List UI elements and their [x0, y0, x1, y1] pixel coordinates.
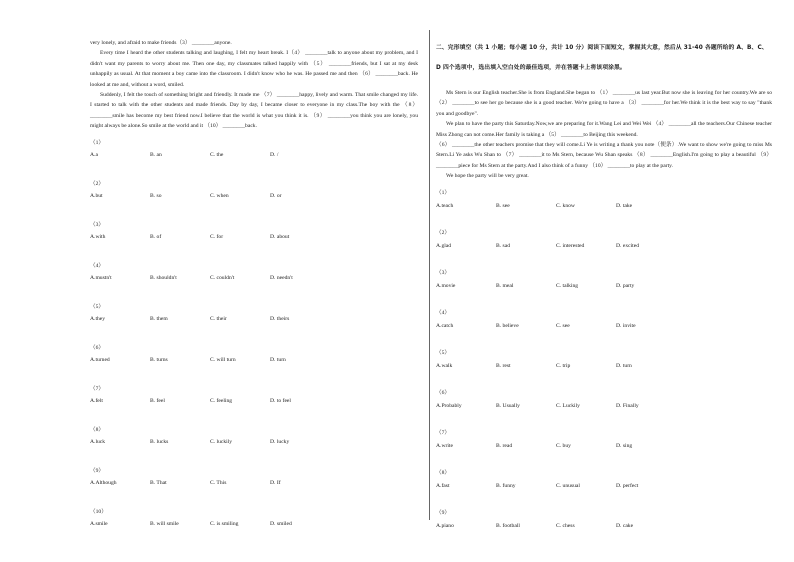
question-item — [436, 308, 772, 343]
question-item — [436, 428, 772, 463]
question-number: （4） — [90, 262, 104, 269]
left-passage-paragraph: Every time I heard the other students talking and laughing, I felt my heart break. I（4） ________talk to anyone about my problem, and I didn't want my parents to worry about me. Then one day, my classmates talked happily with （5） ________friends, but I sat at my desk unhappily as usual. At that moment a boy came into the classroom. I didn't know who he was. He passed me and then （6） ________back. He looked at me and, without a word, smiled. — [90, 50, 418, 88]
answer-option[interactable]: B. That — [150, 479, 167, 486]
answer-options — [436, 521, 772, 531]
answer-options — [90, 355, 418, 365]
answer-option[interactable]: C. buy — [556, 442, 571, 449]
answer-option[interactable]: D. perfect — [616, 482, 639, 489]
answer-option[interactable]: B. shouldn't — [150, 274, 177, 281]
answer-option[interactable]: D. take — [616, 202, 633, 209]
answer-option[interactable]: D. theirs — [270, 315, 290, 322]
right-passage-paragraph: We hope the party will be very great. — [446, 173, 529, 180]
answer-options — [436, 361, 772, 371]
question-number: （6） — [90, 344, 104, 351]
left-passage-line: very lonely, and afraid to make friends（3） ________anyone. — [90, 40, 232, 46]
answer-option[interactable]: C. Luckily — [556, 402, 580, 409]
left-column — [90, 38, 418, 542]
answer-option[interactable]: D. turn — [616, 362, 632, 369]
question-item — [436, 508, 772, 543]
answer-option[interactable]: B. so — [150, 192, 162, 199]
answer-option[interactable]: A.glad — [436, 242, 452, 249]
answer-option[interactable]: D. If — [270, 479, 281, 486]
answer-option[interactable]: B. see — [496, 202, 510, 209]
question-item — [90, 179, 418, 214]
question-item — [90, 507, 418, 542]
answer-options — [436, 241, 772, 251]
question-number: （8） — [90, 426, 104, 433]
answer-options — [90, 314, 418, 324]
answer-option[interactable]: C. couldn't — [210, 274, 235, 281]
answer-option[interactable]: B. rest — [496, 362, 511, 369]
question-number: （3） — [90, 221, 104, 228]
answer-option[interactable]: B. will smile — [150, 520, 179, 527]
answer-option[interactable]: A.catch — [436, 322, 454, 329]
question-item — [436, 388, 772, 423]
answer-option[interactable]: A.teach — [436, 202, 454, 209]
answer-option[interactable]: A.they — [90, 315, 106, 322]
question-number: （5） — [436, 349, 450, 356]
answer-option[interactable]: A.Probably — [436, 402, 462, 409]
answer-option[interactable]: C. luckily — [210, 438, 233, 445]
answer-option[interactable]: B. turns — [150, 356, 168, 363]
answer-option[interactable]: B. sad — [496, 242, 510, 249]
answer-option[interactable]: B. lucks — [150, 438, 169, 445]
question-item — [90, 138, 418, 173]
answer-option[interactable]: D. excited — [616, 242, 639, 249]
question-item — [90, 425, 418, 460]
question-number: （8） — [436, 469, 450, 476]
question-item — [436, 228, 772, 263]
answer-option[interactable]: A.felt — [90, 397, 103, 404]
question-item — [90, 466, 418, 501]
answer-option[interactable]: D. or — [270, 192, 282, 199]
question-number: （7） — [436, 429, 450, 436]
answer-option[interactable]: D. sing — [616, 442, 633, 449]
answer-options — [90, 191, 418, 201]
answer-option[interactable]: A.smile — [90, 520, 108, 527]
left-passage-paragraph: Suddenly, I felt the touch of something bright and friendly. It made me （7） ________happy, lively and warm. That smile changed my life. I started to talk with the other students and made friends. Day by day, I became closer to everyone in my class.The boy with the （8） ________smile has become my best friend now.I believe that the world is what you think it is. （9） ________you think you are lonely, you might always be alone.So smile at the world and it （10） ________back. — [90, 92, 418, 130]
question-number: （7） — [90, 385, 104, 392]
left-question-list — [90, 138, 418, 542]
answer-option[interactable]: D. party — [616, 282, 635, 289]
question-number: （5） — [90, 303, 104, 310]
question-number: （1） — [90, 139, 104, 146]
answer-option[interactable]: A.Although — [90, 479, 117, 486]
answer-option[interactable]: C. their — [210, 315, 227, 322]
answer-option[interactable]: C. interested — [556, 242, 585, 249]
answer-option[interactable]: C. the — [210, 151, 224, 158]
answer-option[interactable]: D. lucky — [270, 438, 290, 445]
answer-options — [436, 281, 772, 291]
answer-options — [436, 201, 772, 211]
section-heading: 二、完形填空（共 1 小题；每小题 10 分，共计 10 分）阅读下面短文，掌握其大意，然后从 31-40 各题所给的 A、B、C、D 四个选项中，选出填入空白处的最佳选项，并在答题卡上将该项涂黑。 — [436, 45, 768, 71]
answer-option[interactable]: B. believe — [496, 322, 519, 329]
column-divider — [429, 30, 430, 520]
right-column — [436, 38, 772, 543]
question-item — [90, 343, 418, 378]
question-item — [90, 384, 418, 419]
answer-options — [90, 519, 418, 529]
answer-option[interactable]: A.with — [90, 233, 106, 240]
answer-option[interactable]: A.write — [436, 442, 453, 449]
answer-option[interactable]: B. football — [496, 522, 520, 529]
answer-option[interactable]: A.walk — [436, 362, 453, 369]
answer-option[interactable]: A.but — [90, 192, 103, 199]
answer-option[interactable]: D. invite — [616, 322, 636, 329]
question-number: （3） — [436, 269, 450, 276]
answer-option[interactable]: A.luck — [90, 438, 106, 445]
answer-option[interactable]: C. This — [210, 479, 227, 486]
answer-options — [90, 437, 418, 447]
answer-option[interactable]: A.fast — [436, 482, 450, 489]
right-passage-paragraph: （6） ________the other teachers promise that they will come.Li Ye is writing a thank you note（便条）.We want to show we're going to miss Ms Stern.Li Ye asks Wu Shan to （7） ________it to Ms Stern, because Wu Shan speaks （8） ________English.I'm going to play a beautiful （9） ________piece for Ms Stern at the party.And I also think of a funny （10） ________to play at the party. — [436, 142, 772, 169]
answer-option[interactable]: B. feel — [150, 397, 165, 404]
question-item — [90, 302, 418, 337]
answer-option[interactable]: B. meal — [496, 282, 514, 289]
answer-option[interactable]: C. when — [210, 192, 229, 199]
right-passage — [436, 88, 772, 182]
answer-option[interactable]: A.movie — [436, 282, 456, 289]
question-item — [90, 220, 418, 255]
answer-option[interactable]: D. cake — [616, 522, 634, 529]
answer-options — [90, 273, 418, 283]
question-number: （6） — [436, 389, 450, 396]
answer-option[interactable]: C. chess — [556, 522, 575, 529]
answer-option[interactable]: A.turned — [90, 356, 110, 363]
answer-option[interactable]: C. know — [556, 202, 575, 209]
question-number: （2） — [436, 229, 450, 236]
question-item — [436, 348, 772, 383]
answer-option[interactable]: D. about — [270, 233, 290, 240]
question-number: （9） — [436, 509, 450, 516]
answer-option[interactable]: D. needn't — [270, 274, 293, 281]
answer-option[interactable]: C. feeling — [210, 397, 233, 404]
answer-options — [436, 321, 772, 331]
answer-option[interactable]: B. Usually — [496, 402, 520, 409]
answer-options — [90, 150, 418, 160]
answer-option[interactable]: B. read — [496, 442, 513, 449]
answer-option[interactable]: D. turn — [270, 356, 286, 363]
question-item — [436, 468, 772, 503]
answer-option[interactable]: C. for — [210, 233, 224, 240]
right-question-list — [436, 188, 772, 543]
question-number: （1） — [436, 189, 450, 196]
answer-options — [436, 401, 772, 411]
answer-option[interactable]: A.a — [90, 151, 98, 158]
answer-option[interactable]: C. unusual — [556, 482, 580, 489]
question-number: （10） — [90, 508, 107, 515]
left-passage — [90, 38, 418, 132]
answer-option[interactable]: C. talking — [556, 282, 579, 289]
answer-option[interactable]: B. of — [150, 233, 162, 240]
question-number: （2） — [90, 180, 104, 187]
answer-option[interactable]: C. will turn — [210, 356, 236, 363]
answer-options — [90, 232, 418, 242]
answer-option[interactable]: A.mustn't — [90, 274, 112, 281]
answer-option[interactable]: D. smiled — [270, 520, 292, 527]
question-item — [436, 188, 772, 223]
question-number: （9） — [90, 467, 104, 474]
answer-option[interactable]: C. is smiling — [210, 520, 239, 527]
answer-options — [436, 441, 772, 451]
answer-options — [90, 478, 418, 488]
answer-option[interactable]: C. see — [556, 322, 570, 329]
right-passage-paragraph: Ms Stern is our English teacher.She is from England.She began to （1） ________us last year.But now she is leaving for her country.We are so （2） ________to see her go because she is a good teacher. We're going to have a （3） ________for her.We think it is the best way to say "thank you and goodbye". — [436, 90, 772, 117]
answer-option[interactable]: C. trip — [556, 362, 571, 369]
answer-option[interactable]: D. Finally — [616, 402, 639, 409]
answer-option[interactable]: B. funny — [496, 482, 516, 489]
answer-option[interactable]: B. an — [150, 151, 162, 158]
answer-options — [436, 481, 772, 491]
question-item — [90, 261, 418, 296]
answer-options — [90, 396, 418, 406]
answer-option[interactable]: B. them — [150, 315, 168, 322]
answer-option[interactable]: D. / — [270, 151, 279, 158]
right-passage-paragraph: We plan to have the party this Saturday.Now,we are preparing for it.Wang Lei and Wei Wei （4） ________all the teachers.Our Chinese teacher Miss Zhong can not come.Her family is taking a （5） ________to Beijing this weekend. — [436, 121, 772, 138]
question-item — [436, 268, 772, 303]
question-number: （4） — [436, 309, 450, 316]
answer-option[interactable]: D. to feel — [270, 397, 291, 404]
answer-option[interactable]: A.piano — [436, 522, 454, 529]
